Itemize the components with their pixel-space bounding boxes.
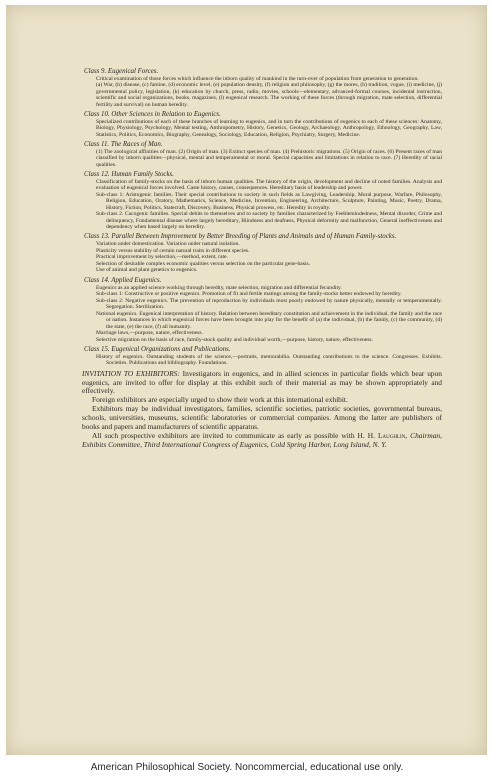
class-heading: Class 10. Other Sciences in Relation to Eugenics. xyxy=(84,110,221,118)
contact-name: H. H. Laughlin, xyxy=(357,431,408,440)
invitation-text: Investigators in eugenics, and in allied sciences in particular fields which bear upon eugenics, are invited to offer for display at this exhibit such of their material as may be shown appropriately and effectively. xyxy=(82,368,442,396)
class-paragraph: Selection of desirable complex economic qualities versus selection on the particular gene-basis. xyxy=(96,260,311,267)
class-paragraph: (1) The zoological affinities of man. (2) Origin of man. (3) Extinct species of man. (4) Prehistoric migrations. (5) Origin of races. (6) Present races of man classified by inborn qualities—physical, mental and temperamental or moral. Special capacities and limitations in relation to race. (7) Heredity of racial qualities. xyxy=(96,148,442,168)
sub-class-paragraph: Sub-class 2: Negative eugenics. The prevention of reproduction by individuals most poorly endowed by nature physically, mentally or temperamentally. Segregation. Sterilization. xyxy=(96,297,442,311)
class-heading: Class 14. Applied Eugenics. xyxy=(84,276,162,284)
class-heading: Class 11. The Races of Man. xyxy=(84,140,163,148)
image-credit-caption: American Philosophical Society. Noncommercial, educational use only. xyxy=(90,762,404,773)
class-paragraph: Specialized contributions of each of these branches of learning to eugenics, and in turn the contributions of eugenics to each of these sciences: Anatomy, Biology, Physiology, Psychology, Mental testing, Anthropometry, History, Genetics, Geology, Archaeology, Anthropology, Ethnology, Geography, Law, Statistics, Politics, Economics, Biography, Genealogy, Sociology, Education, Religion, Psychiatry, Surgery, Medicine. xyxy=(96,118,442,138)
class-13-section xyxy=(82,233,442,274)
class-12-section xyxy=(82,171,442,231)
class-heading: Class 12. Human Family Stocks. xyxy=(84,170,174,178)
sub-class-paragraph: Sub-class 1: Constructive or positive eugenics. Promotion of fit and fertile matings among the family-stocks better endowed by heredity. xyxy=(96,291,402,298)
sub-class-paragraph: Sub-class 1: Aristogenic families. Their special contributions to society in such fields as Lawgiving, Leadership, Moral purpose, Warfare, Philosophy, Religion, Education, Oratory, Mathematics, Science, Medicine, Invention, Engineering, Architecture, Sculpture, Painting, Music, Poetry, Drama, History, Fiction, Politics, Statecraft, Discovery, Business, Physical prowess, etc. Heredity in royalty. xyxy=(96,191,442,211)
contact-details: Chairman, Exhibits Committee, Third International Congress of Eugenics, Cold Spring Harbor, Long Island, N. Y. xyxy=(82,431,442,449)
class-10-section xyxy=(82,111,442,139)
class-paragraph: Critical examination of those forces which influence the inborn quality of mankind in the turn-over of population from generation to generation. xyxy=(96,75,419,82)
class-paragraph: Marriage laws,—purpose, nature, effectiveness. xyxy=(96,330,203,337)
document-content xyxy=(82,65,442,450)
invitation-paragraph: Foreign exhibitors are especially urged to show their work at this international exhibit. xyxy=(92,395,348,405)
class-heading: Class 13. Parallel Between Improvement by Better Breeding of Plants and Animals and of Human Family-stocks. xyxy=(84,233,397,241)
invitation-paragraph xyxy=(82,370,442,397)
sub-class-paragraph: Selective migration on the basis of race, family-stock quality and individual worth,—purpose, history, nature, effectiveness. xyxy=(96,336,373,343)
class-9-section xyxy=(82,68,442,109)
sub-class-paragraph: National eugenics. Eugenical interpretation of history. Relation between hereditary constitution and achievement in the individual, the family and the race or nation. Instances in which eugenical forces have been brought into play for the benefit of (a) the individual, (b) the family, (c) the community, (d) the state, (e) the race, (f) all humanity. xyxy=(96,310,442,330)
class-paragraph: (a) War, (b) disease, (c) famine, (d) economic level, (e) population density, (f) religion and philosophy, (g) the mores, (h) tradition, vogue, (i) medicine, (j) governmental policy, legislation, (k) education by church, press, radio, movies, schools—elementary, advanced-formal courses, incidental instruction, scientific and social organizations, books, magazines, (l) eugenical research. The working of these forces (through migration, mate selection, differential fertility and survival) on human heredity. xyxy=(96,82,442,108)
class-paragraph: Eugenics as an applied science working through heredity, mate selection, migration and differential fecundity. xyxy=(96,284,342,291)
class-paragraph: Classification of family-stocks on the basis of inborn human qualities. The history of the origin, development and decline of noted families. Analysis and evaluation of eugenical forces involved. Caste history, causes, consequences. Hereditary basis of leadership and power. xyxy=(96,178,442,192)
class-15-section xyxy=(82,346,442,367)
class-11-section xyxy=(82,141,442,169)
invitation-section xyxy=(82,370,442,450)
class-heading: Class 15. Eugenical Organizations and Publications. xyxy=(84,345,231,353)
invitation-text: All such prospective exhibitors are invited to communicate as early as possible with xyxy=(92,431,355,440)
invitation-paragraph: Exhibitors may be individual investigators, families, scientific societies, patriotic societies, governmental bureaus, schools, universities, museums, scientific laboratories or commercial companies. Among the latter are publishers of books and papers and manufacturers of scientific apparatus. xyxy=(82,404,442,432)
class-paragraph: Variation under domestication. Variation under natural isolation. xyxy=(96,241,240,248)
invitation-paragraph xyxy=(82,432,442,450)
sub-class-paragraph: History of eugenics. Outstanding students of the science,—portraits, memorabilia. Outstanding contributions to the science. Congresses. Exhibits. Societies. Publications and bibliography. Foundations. xyxy=(96,353,442,367)
class-paragraph: Use of animal and plant genetics to eugenics. xyxy=(96,267,198,274)
document-page xyxy=(6,5,487,755)
class-heading: Class 9. Eugenical Forces. xyxy=(84,67,159,75)
class-paragraph: Plasticity versus stability of certain natural traits in different species. xyxy=(96,247,250,254)
sub-class-paragraph: Sub-class 2. Cacogenic families. Special debits to themselves and to society by families characterized by Feeblemindedness, Mental disorder, Crime and delinquency, Fundamental disease where largely hereditary, Blindness and deafness, Physical deformity and malfunction, General ineffectiveness and dependency when based largely on heredity. xyxy=(96,211,442,231)
invitation-title: INVITATION TO EXHIBITORS: xyxy=(82,368,180,378)
class-14-section xyxy=(82,277,442,344)
class-paragraph: Practical improvement by selection,—method, extent, rate. xyxy=(96,254,228,261)
